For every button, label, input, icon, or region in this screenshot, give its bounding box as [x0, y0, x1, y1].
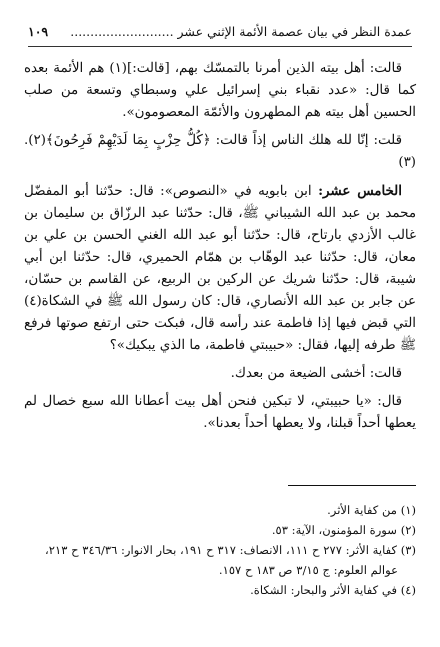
paragraph-3-text: ابن بابويه في «النصوص»: قال: حدّثنا أبو المفضّل محمد بن عبد الله الشيباني ﷺ، قال: حدّثنا عبد الرزّاق بن سليمان بن غالب الأزدي بارتاح، قال: حدّثنا أبو عبد الله الغني الحسن بن علي بن معان، قال: حدّثنا عبد الوهّاب بن همّام الحميري، قال: حدّثنا ابن أبي شيبة، قال: حدّثنا شريك عن الركين بن الربيع، عن القاسم بن حسّان، عن جابر بن عبد الله الأنصاري، قال: كان رسول الله ﷺ في الشكاة(٤) التي قبض فيها إذا فاطمة عند رأسه قال، فبكت حتى ارتفع صوتها فرفع ﷺ طرفه إليها، فقال: «حبيبتي فاطمة، ما الذي يبكيك»؟ — [24, 184, 416, 353]
paragraph-4: قالت: أخشى الضيعة من بعدك. — [230, 366, 402, 381]
footnote-1: (١) من كفاية الأثر. — [327, 503, 416, 517]
footnote-3-continued: عوالم العلوم: ج ٣/١٥ ص ١٨٣ ح ١٥٧. — [218, 563, 398, 577]
paragraph-5: قال: «يا حبيبتي، لا تبكين فنحن أهل بيت أعطانا الله سبع خصال لم يعطها أحداً قبلنا، ولا يعطها أحداً بعدنا». — [24, 394, 416, 431]
paragraph-3 — [24, 180, 416, 357]
page-number: ١٠٩ — [28, 23, 49, 39]
footnote-2: (٢) سورة المؤمنون، الآية: ٥٣. — [271, 523, 416, 537]
header-title: عمدة النظر في بيان عصمة الأئمة الإثني عشر .......................... — [70, 23, 412, 39]
footnote-4: (٤) في كفاية الأثر والبحار: الشكاة. — [250, 583, 416, 597]
section-lead: الخامس عشر: — [318, 183, 402, 199]
running-header — [28, 20, 412, 47]
footnotes — [24, 500, 416, 600]
paragraph-1: قالت: أهل بيته الذين أمرنا بالتمسّك بهم، [قالت:](١) هم الأئمة بعده كما قال: «عدد نقباء بني إسرائيل علي وسبطاي وتسعة من صلب الحسين أهل بيته هم المطهرون والأئمّة المعصومون». — [24, 61, 416, 120]
footnote-3: (٣) كفاية الأثر: ٢٧٧ ح ١١١، الانصاف: ٣١٧ ح ١٩١، بحار الانوار: ٣٤٦/٣٦ ح ٢١٣، — [45, 543, 416, 557]
footnote-separator — [288, 485, 416, 486]
paragraph-2: قلت: إنّا لله هلك الناس إذاً قالت: ﴿كُلُّ حِزْبٍ بِمَا لَدَيْهِمْ فَرِحُونَ﴾(٢).(٣) — [24, 133, 416, 170]
main-text — [24, 58, 416, 441]
